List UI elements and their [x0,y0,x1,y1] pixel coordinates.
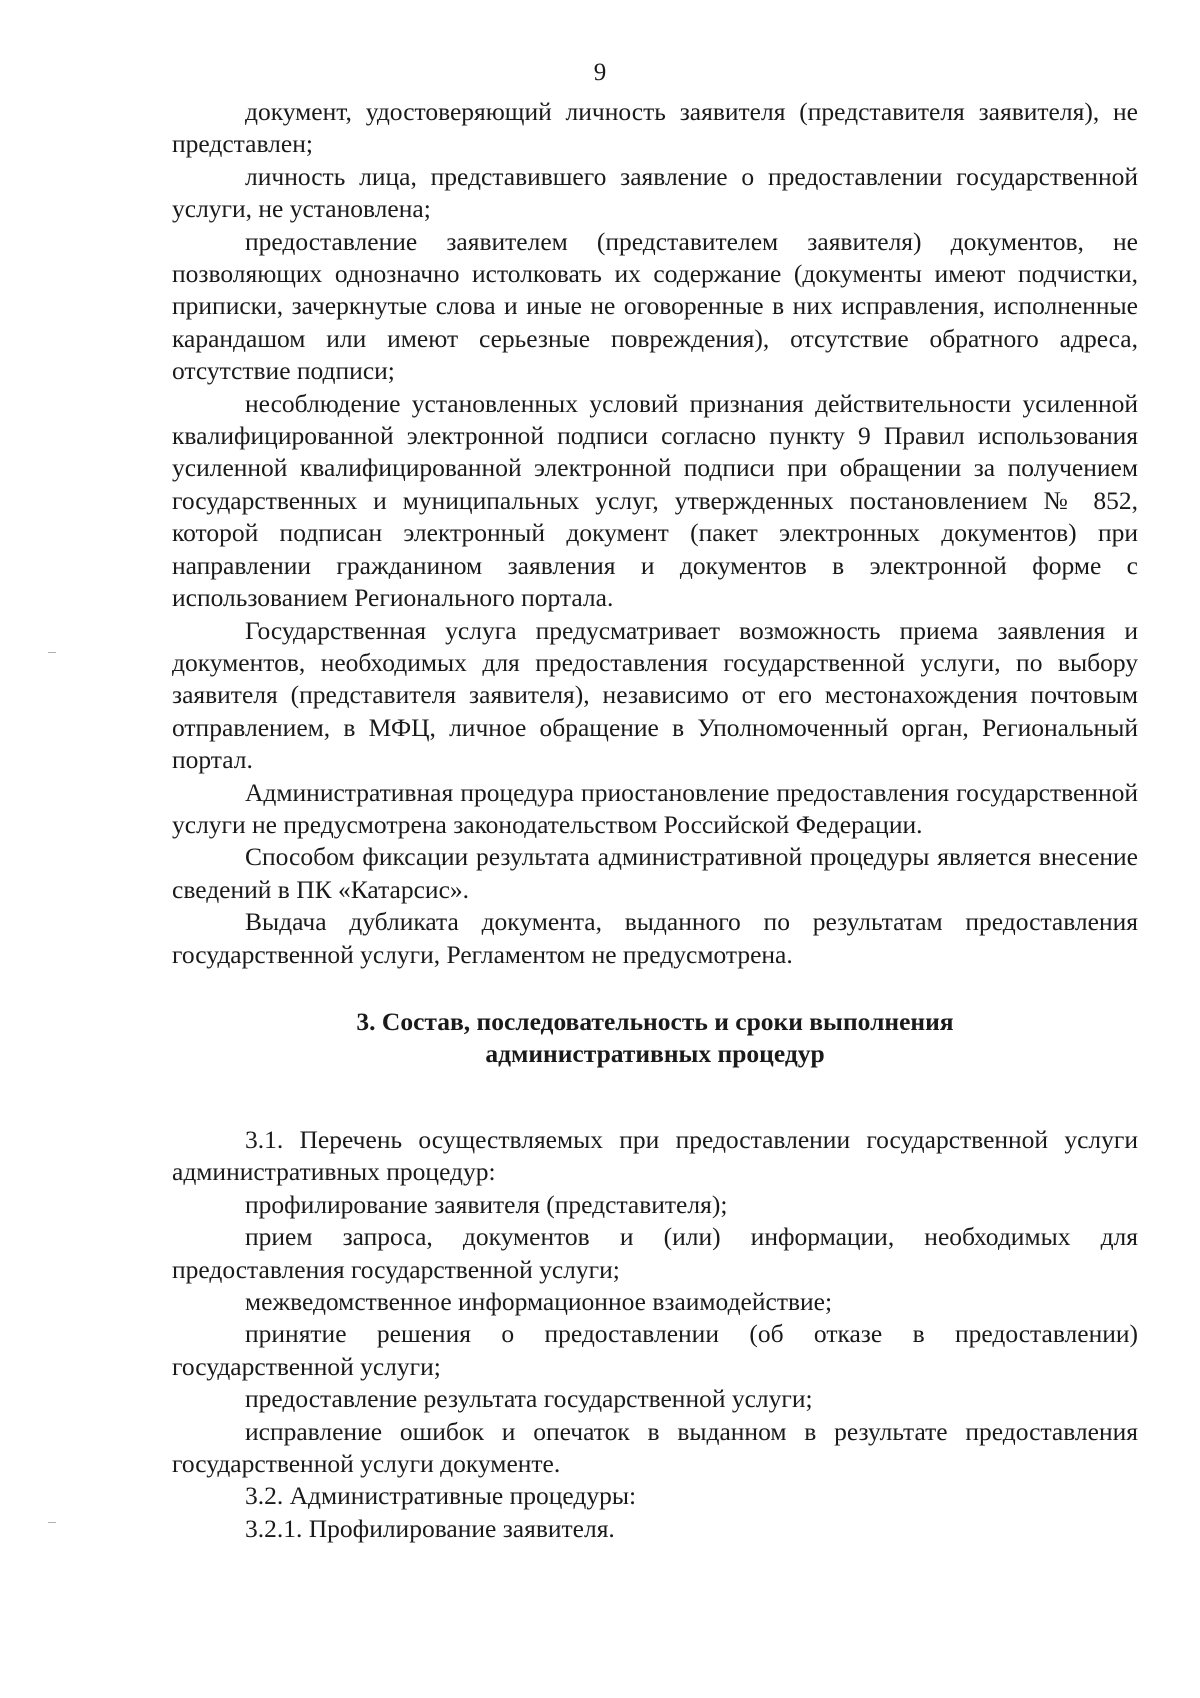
section-item: 3.2. Административные процедуры: [245,1481,637,1511]
body-text [172,96,1138,971]
paragraph: предоставление заявителем (представителем заявителя) документов, не позволяющих однозначно истолковать их содержание (документы имеют подчистки, приписки, зачеркнутые слова и иные не оговоренные в них исправления, исполненные карандашом или имеют серьезные повреждения), отсутствие обратного адреса, отсутствие подписи; [172,226,1138,386]
scan-margin-mark [48,652,56,653]
section-heading-line: административных процедур [485,1039,825,1069]
section-body [172,1124,1138,1545]
scan-margin-mark [48,1522,56,1523]
section-item: межведомственное информационное взаимодействие; [245,1287,833,1317]
page-number: 9 [593,59,607,86]
paragraph: несоблюдение установленных условий признания действительности усиленной квалифицированной электронной подписи согласно пункту 9 Правил использования усиленной квалифицированной электронной подписи при обращении за получением государственных и муниципальных услуг, утвержденных постановлением № 852, которой подписан электронный документ (пакет электронных документов) при направлении гражданином заявления и документов в электронной форме с использованием Регионального портала. [172,388,1138,613]
section-item: принятие решения о предоставлении (об отказе в предоставлении) государственной услуги; [172,1319,1138,1381]
section-item: прием запроса, документов и (или) информации, необходимых для предоставления государственной услуги; [172,1222,1138,1284]
paragraph: Административная процедура приостановление предоставления государственной услуги не предусмотрена законодательством Российской Федерации. [172,777,1138,839]
section-item: 3.1. Перечень осуществляемых при предоставлении государственной услуги административных процедур: [172,1125,1138,1187]
paragraph: документ, удостоверяющий личность заявителя (представителя заявителя), не представлен; [172,97,1138,159]
section-item: профилирование заявителя (представителя); [245,1189,728,1219]
section-item: предоставление результата государственной услуги; [245,1384,813,1414]
section-item: исправление ошибок и опечаток в выданном в результате предоставления государственной услуги документе. [172,1416,1138,1479]
paragraph: личность лица, представившего заявление о предоставлении государственной услуги, не установлена; [172,161,1138,224]
paragraph: Государственная услуга предусматривает возможность приема заявления и документов, необходимых для предоставления государственной услуги, по выбору заявителя (представителя заявителя), независимо от его местонахождения почтовым отправлением, в МФЦ, личное обращение в Уполномоченный орган, Региональный портал. [172,615,1138,775]
paragraph: Выдача дубликата документа, выданного по результатам предоставления государственной услуги, Регламентом не предусмотрена. [172,907,1138,969]
section-heading-line: 3. Состав, последовательность и сроки выполнения [356,1007,954,1036]
paragraph: Способом фиксации результата административной процедуры является внесение сведений в ПК «Катарсис». [172,842,1138,904]
section-item: 3.2.1. Профилирование заявителя. [245,1513,615,1543]
section-heading [172,1006,1138,1071]
